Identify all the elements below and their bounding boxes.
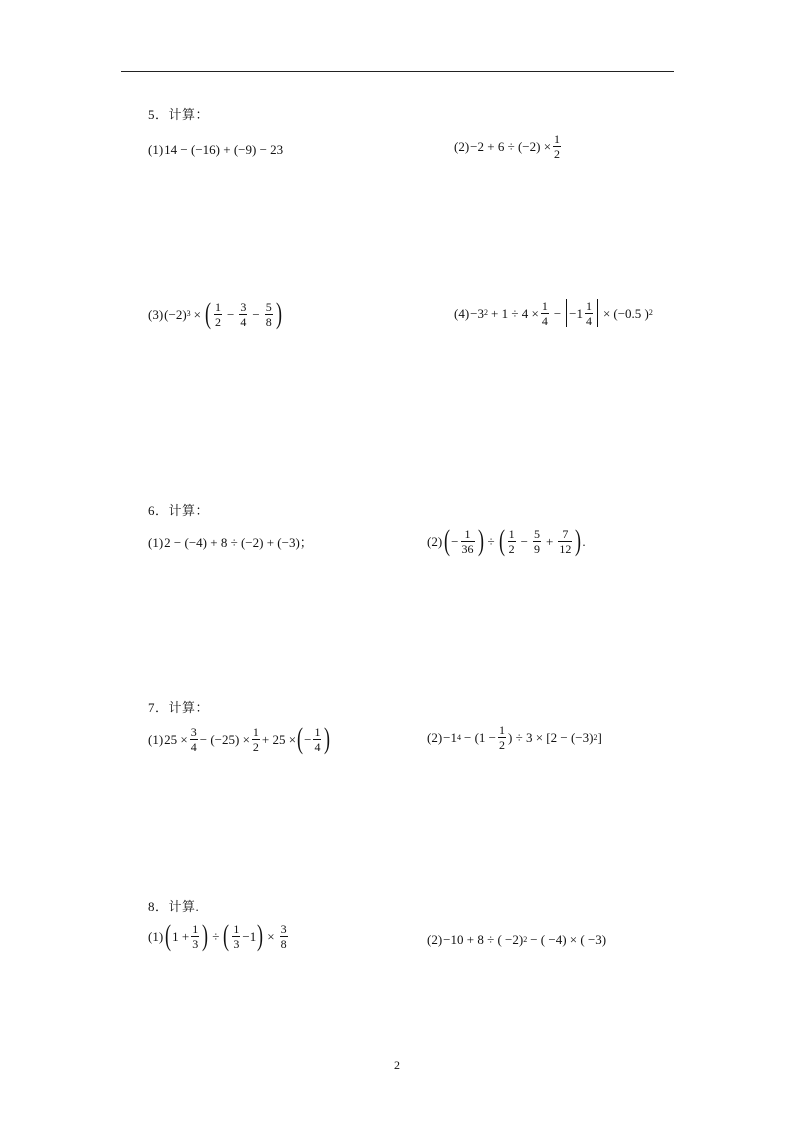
problem-7-1: [148, 724, 331, 754]
right-paren: ): [275, 297, 282, 330]
period: .: [582, 533, 586, 549]
section-7-title: 7．计算：: [148, 700, 210, 715]
power-base: −1: [443, 730, 458, 745]
section-8-title: 8．计算.: [148, 899, 200, 914]
expression: ) ÷ 3 × [2 − (−3): [508, 730, 594, 745]
expression: −2 + 6 ÷ (−2) ×: [470, 139, 552, 154]
expression: −1: [242, 928, 257, 944]
problem-5-1: [148, 143, 283, 156]
fraction: $\frac{1}{2}$: [508, 526, 515, 556]
fraction: $\frac{1}{2}$: [499, 723, 506, 752]
fraction: $\frac{1}{2}$: [252, 724, 259, 754]
operator: −: [227, 306, 235, 322]
fraction: $\frac{3}{4}$: [190, 724, 197, 754]
fraction: $\frac{1}{36}$: [461, 526, 474, 556]
problem-label: (4): [454, 305, 470, 321]
problem-label: (3): [148, 306, 164, 322]
power-base: (−0.5 ): [613, 305, 649, 321]
left-paren: (: [165, 919, 172, 952]
power-base: (−2): [164, 306, 187, 322]
operator: ×: [193, 306, 202, 322]
left-paren: (: [444, 524, 451, 557]
problem-7-2: (2) −1 4 − (1 − $\frac{1}{2}$ ) ÷ 3 × [2 − (−3) 2 ]: [427, 723, 602, 752]
fraction: $\frac{5}{8}$: [265, 299, 272, 329]
abs-bar-left: [566, 299, 567, 327]
header-rule: [121, 71, 674, 72]
right-paren: ): [324, 722, 331, 755]
problem-5-4: (4) −3 2 + 1 ÷ 4 × $\frac{1}{4}$ − −1 $\frac{1}{4}$ × (−0.5 ) 2: [454, 298, 653, 328]
fraction: $\frac{1}{4}$: [541, 298, 548, 328]
fraction: $\frac{1}{3}$: [233, 921, 240, 951]
operator: ÷: [487, 533, 495, 549]
bracket-close: ]: [597, 730, 602, 745]
right-paren: ): [257, 919, 264, 952]
problem-6-1: [148, 536, 313, 549]
mixed-number: −1 $\frac{1}{4}$: [569, 298, 593, 328]
left-paren: (: [205, 297, 212, 330]
abs-bar-right: [597, 299, 598, 327]
section-5-title: 5．计算：: [148, 107, 210, 122]
left-paren: (: [223, 919, 230, 952]
left-paren: (: [498, 524, 505, 557]
expression: − (1 −: [464, 730, 497, 745]
fraction: $\frac{1}{3}$: [192, 921, 199, 951]
fraction: $\frac{3}{8}$: [280, 921, 287, 951]
fraction: $\frac{7}{12}$: [559, 526, 572, 556]
expression: 25 ×: [164, 731, 188, 747]
problem-8-2: (2) −10 + 8 ÷ ( −2) 2 − ( −4) × ( −3): [427, 932, 607, 947]
fraction: $\frac{3}{4}$: [240, 299, 247, 329]
expression: + 25 ×: [261, 731, 297, 747]
problem-label: (1): [148, 731, 164, 747]
expression: + 1 ÷ 4 ×: [491, 305, 539, 321]
operator: −: [553, 305, 562, 321]
sign: −: [304, 731, 312, 747]
right-paren: ): [575, 524, 582, 557]
problem-label: (1): [148, 928, 164, 944]
left-paren: (: [297, 722, 304, 755]
problem-label: (2): [454, 139, 470, 154]
expression: 1 +: [172, 928, 190, 944]
problem-5-3: (3) (−2) 3 × ( $\frac{1}{2}$ − $\frac{3}{4}$ − $\frac{5}{8}$ ): [148, 297, 282, 330]
expression: − ( −4) × ( −3): [530, 932, 607, 947]
problem-5-2: [454, 133, 563, 160]
right-paren: ): [477, 524, 484, 557]
problem-label: (1): [148, 535, 164, 550]
problem-label: (2): [427, 932, 443, 947]
operator: −: [520, 533, 528, 549]
problem-6-2: [427, 526, 586, 556]
problem-8-1: [148, 921, 290, 951]
problem-label: (2): [427, 533, 443, 549]
power-base: −10 + 8 ÷ ( −2): [443, 932, 524, 947]
fraction: $\frac{5}{9}$: [534, 526, 540, 556]
fraction: $\frac{1}{4}$: [314, 724, 321, 754]
operator: ×: [603, 305, 611, 321]
page-number: 2: [394, 1058, 400, 1072]
operator: ×: [267, 928, 275, 944]
sign: −: [451, 533, 459, 549]
problem-label: (2): [427, 730, 443, 745]
expression: − (−25) ×: [199, 731, 250, 747]
expression: 14 − (−16) + (−9) − 23: [164, 142, 284, 157]
section-6-title: 6．计算：: [148, 503, 210, 518]
expression: 2 − (−4) + 8 ÷ (−2) + (−3)；: [164, 535, 313, 550]
right-paren: ): [202, 919, 209, 952]
operator: +: [546, 533, 554, 549]
power-base: −3: [470, 305, 485, 321]
operator: ÷: [212, 928, 220, 944]
operator: −: [252, 306, 260, 322]
fraction: $\frac{1}{2}$: [215, 299, 222, 329]
problem-label: (1): [148, 142, 164, 157]
fraction: $\frac{1}{2}$: [554, 132, 561, 161]
